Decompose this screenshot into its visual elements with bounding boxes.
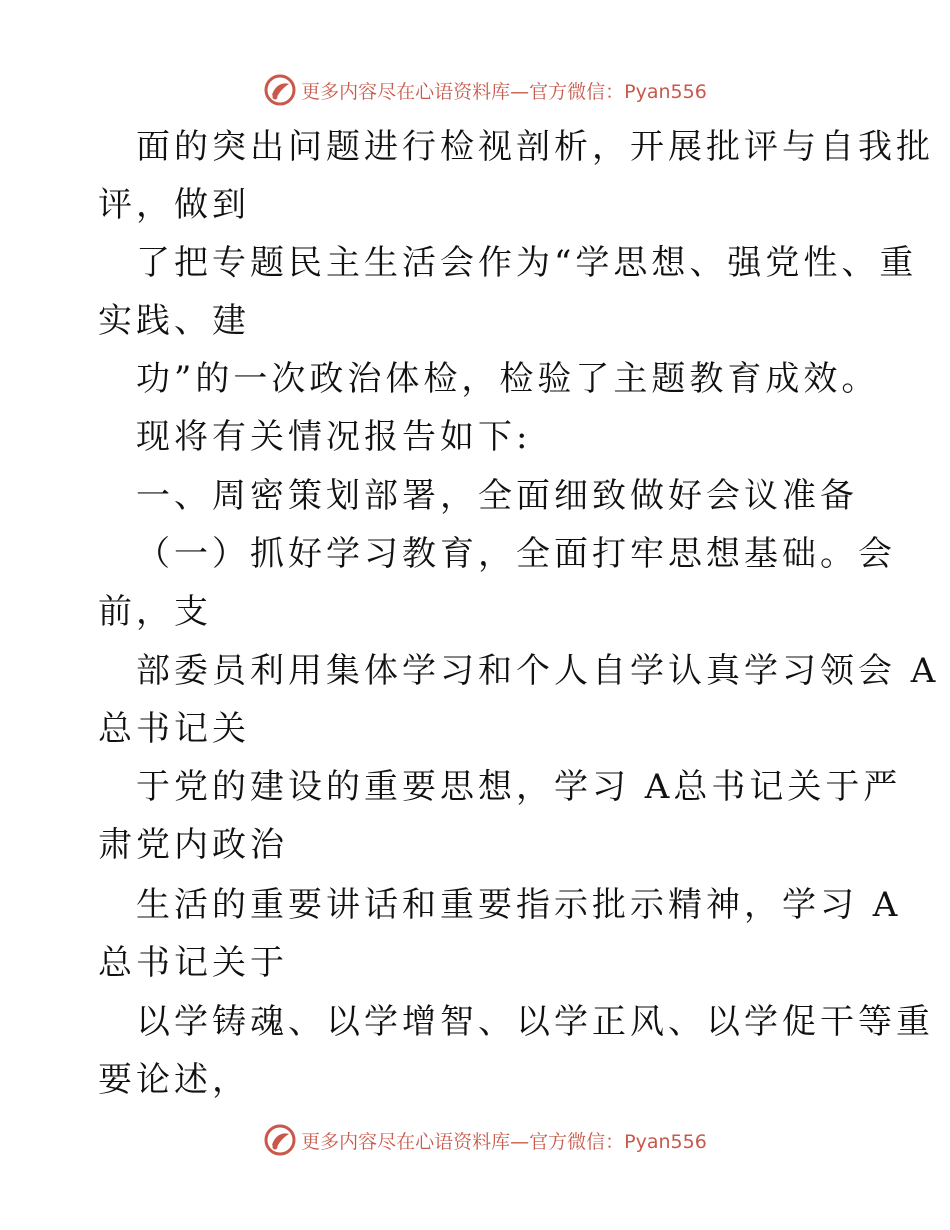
body-line: 总书记关于 [98, 943, 288, 983]
body-line: 要论述， [98, 1060, 250, 1100]
body-line: 功”的一次政治体检，检验了主题教育成效。 [136, 359, 880, 399]
body-line: 了把专题民主生活会作为“学思想、强党性、重 [136, 243, 918, 283]
body-line: 肃党内政治 [98, 825, 288, 865]
body-line: 以学铸魂、以学增智、以学正风、以学促干等重 [136, 1002, 934, 1042]
footer-watermark-banner [0, 1120, 950, 1160]
body-line: 前，支 [98, 592, 212, 632]
footer-watermark-text: 更多内容尽在心语资料库—官方微信：Pyan556 [301, 1130, 707, 1153]
body-line: 现将有关情况报告如下: [136, 417, 532, 457]
section-heading: 一、周密策划部署，全面细致做好会议准备 [136, 476, 858, 516]
subsection-heading: （一）抓好学习教育，全面打牢思想基础。会 [136, 534, 896, 574]
seal-logo-icon [263, 1123, 297, 1157]
body-line: 面的突出问题进行检视剖析，开展批评与自我批 [136, 127, 934, 167]
body-line: 部委员利用集体学习和个人自学认真学习领会 A [136, 651, 940, 691]
body-line: 实践、建 [98, 301, 250, 341]
body-line: 评，做到 [98, 185, 250, 225]
body-line: 总书记关 [98, 709, 250, 749]
header-watermark-text: 更多内容尽在心语资料库—官方微信：Pyan556 [301, 80, 707, 103]
body-line: 生活的重要讲话和重要指示批示精神，学习 A [136, 885, 902, 925]
body-line: 于党的建设的重要思想，学习 A总书记关于严 [136, 767, 902, 807]
